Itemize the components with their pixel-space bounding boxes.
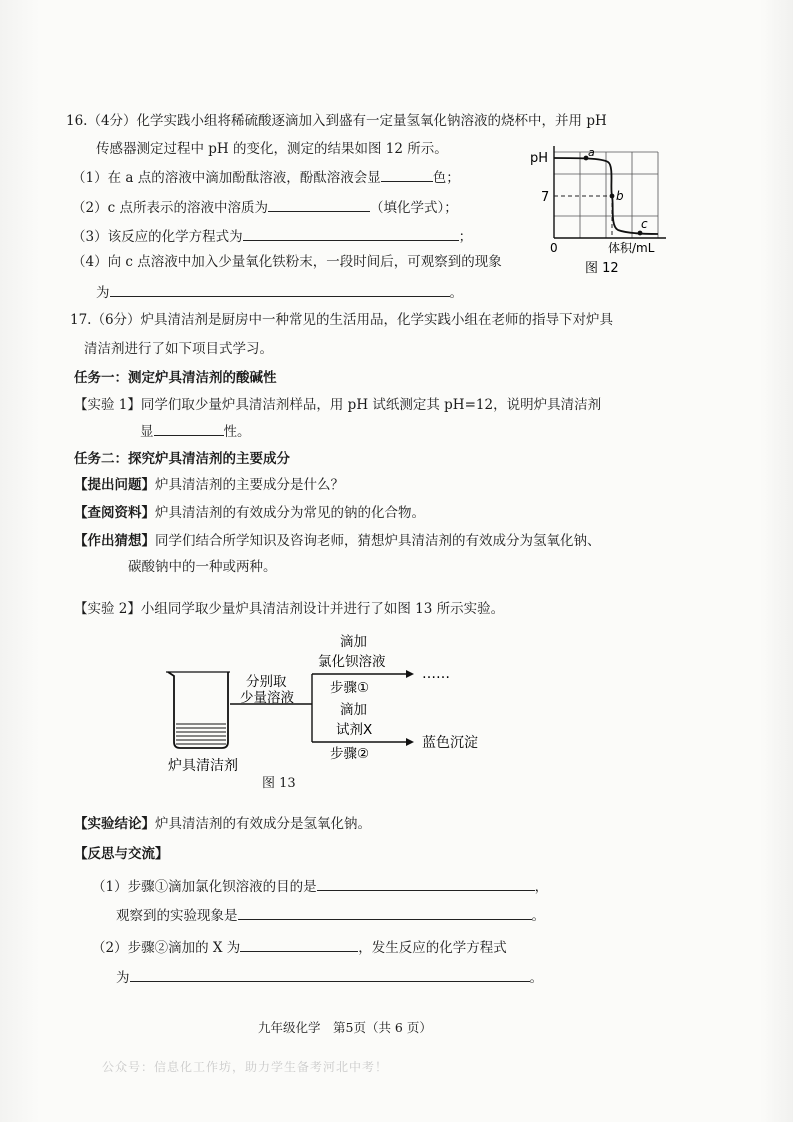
exp1-lead: 显	[140, 424, 154, 440]
q16-part1-end: 色；	[432, 170, 460, 186]
q16-part4-end: 。	[449, 285, 463, 301]
answer-blank[interactable]	[110, 282, 450, 297]
exp2-line: 【实验 2】小组同学取少量炉具清洁剂设计并进行了如图 13 所示实验。	[74, 601, 505, 617]
beaker-icon	[166, 672, 230, 748]
split-label-2: 少量溶液	[240, 690, 294, 706]
r1-observe-end: 。	[531, 908, 545, 924]
q16-intro-line2: 传感器测定过程中 pH 的变化，测定的结果如图 12 所示。	[96, 141, 448, 157]
q16-part2	[72, 197, 458, 217]
r1-line2	[116, 905, 545, 925]
conclusion-tag: 【实验结论】	[74, 816, 155, 832]
step2-arrowhead	[406, 738, 414, 746]
step2-label-3: 步骤②	[330, 746, 370, 762]
step1-label-1: 滴加	[340, 634, 367, 650]
origin-label: 0	[550, 241, 558, 255]
step1-label-2: 氯化钡溶液	[318, 654, 386, 670]
r2-line2	[116, 967, 543, 987]
r2-text: （2）步骤②滴加的 X 为	[92, 940, 241, 956]
step1-label-3: 步骤①	[330, 680, 370, 696]
point-c-marker	[638, 231, 643, 236]
figure-13-diagram	[160, 630, 510, 795]
y-tick-7: 7	[541, 190, 550, 205]
step1-result: ……	[422, 666, 450, 682]
r2-lead: 为	[116, 970, 130, 986]
q16-part3-end: ；	[458, 229, 473, 245]
q16-part4-answer	[96, 282, 463, 302]
consult-data-text: 炉具清洁剂的有效成分为常见的钠的化合物。	[155, 505, 425, 521]
answer-blank[interactable]	[317, 876, 535, 891]
point-b-label: b	[616, 189, 624, 203]
conclusion-text: 炉具清洁剂的有效成分是氢氧化钠。	[155, 816, 371, 832]
hypothesis-text: 同学们结合所学知识及咨询老师，猜想炉具清洁剂的有效成分为氢氧化钠、	[155, 533, 601, 549]
figure-12-caption: 图 12	[585, 261, 619, 276]
r2-line1	[92, 937, 507, 957]
watermark-text: 公众号：信息化工作坊，助力学生备考河北中考！	[102, 1060, 389, 1074]
r1-end: ，	[534, 879, 549, 895]
step2-label-2: 试剂X	[336, 722, 373, 738]
consult-data-tag: 【查阅资料】	[74, 505, 155, 521]
exp1-end: 性。	[223, 424, 251, 440]
answer-blank[interactable]	[130, 967, 530, 982]
q16-part2-text: （2）c 点所表示的溶液中溶质为	[72, 200, 268, 216]
q16-part3-text: （3）该反应的化学方程式为	[72, 229, 243, 245]
q16-part2-end: （填化学式）；	[369, 200, 458, 216]
q17-intro-line1: 17.（6分）炉具清洁剂是厨房中一种常见的生活用品，化学实践小组在老师的指导下对炉具	[70, 312, 614, 328]
propose-question-text: 炉具清洁剂的主要成分是什么？	[155, 477, 344, 493]
x-axis-label: 体积/mL	[608, 241, 655, 255]
figure-13-caption: 图 13	[262, 776, 296, 791]
reflection-heading: 【反思与交流】	[74, 846, 169, 862]
q16-part1-text: （1）在 a 点的溶液中滴加酚酞溶液，酚酞溶液会显	[72, 170, 381, 186]
point-b-marker	[610, 194, 615, 199]
answer-blank[interactable]	[268, 197, 370, 212]
hypothesis-line2: 碳酸钠中的一种或两种。	[128, 559, 277, 575]
r1-observe: 观察到的实验现象是	[116, 908, 238, 924]
q16-part1	[72, 167, 460, 187]
q17-intro-line2: 清洁剂进行了如下项目式学习。	[84, 341, 273, 357]
consult-data	[74, 504, 425, 522]
split-label-1: 分别取	[246, 674, 287, 690]
q16-part4: （4）向 c 点溶液中加入少量氧化铁粉末，一段时间后，可观察到的现象	[72, 254, 502, 270]
hypothesis-tag: 【作出猜想】	[74, 533, 155, 549]
task1-heading: 任务一：测定炉具清洁剂的酸碱性	[74, 370, 277, 386]
q16-part3	[72, 226, 472, 246]
propose-question	[74, 476, 344, 494]
q16-intro-line1: 16.（4分）化学实践小组将稀硫酸逐滴加入到盛有一定量氢氧化钠溶液的烧杯中，并用 pH	[66, 113, 607, 129]
answer-blank[interactable]	[238, 905, 532, 920]
answer-blank[interactable]	[240, 937, 358, 952]
exp1-line1: 【实验 1】同学们取少量炉具清洁剂样品，用 pH 试纸测定其 pH=12，说明炉具清洁剂	[74, 397, 602, 413]
q16-part4-lead: 为	[96, 285, 110, 301]
answer-blank[interactable]	[154, 421, 224, 436]
hypothesis	[74, 532, 601, 550]
conclusion	[74, 815, 371, 833]
step2-result: 蓝色沉淀	[422, 735, 478, 751]
figure-12-chart	[528, 144, 674, 276]
step2-label-1: 滴加	[340, 702, 367, 718]
propose-question-tag: 【提出问题】	[74, 477, 155, 493]
page-footer: 九年级化学 第5页（共 6 页）	[258, 1020, 432, 1035]
y-axis-label: pH	[530, 151, 549, 166]
step1-arrowhead	[406, 670, 414, 678]
answer-blank[interactable]	[243, 226, 459, 241]
beaker-label: 炉具清洁剂	[168, 758, 238, 774]
r1-text: （1）步骤①滴加氯化钡溶液的目的是	[92, 879, 317, 895]
point-a-label: a	[588, 146, 595, 159]
r2-end: 。	[529, 970, 543, 986]
task2-heading: 任务二：探究炉具清洁剂的主要成分	[74, 451, 290, 467]
answer-blank[interactable]	[381, 167, 433, 182]
point-c-label: c	[641, 217, 648, 231]
exp1-line2	[140, 421, 251, 441]
r2-mid: ，发生反应的化学方程式	[358, 940, 507, 956]
r1-line1	[92, 876, 548, 896]
